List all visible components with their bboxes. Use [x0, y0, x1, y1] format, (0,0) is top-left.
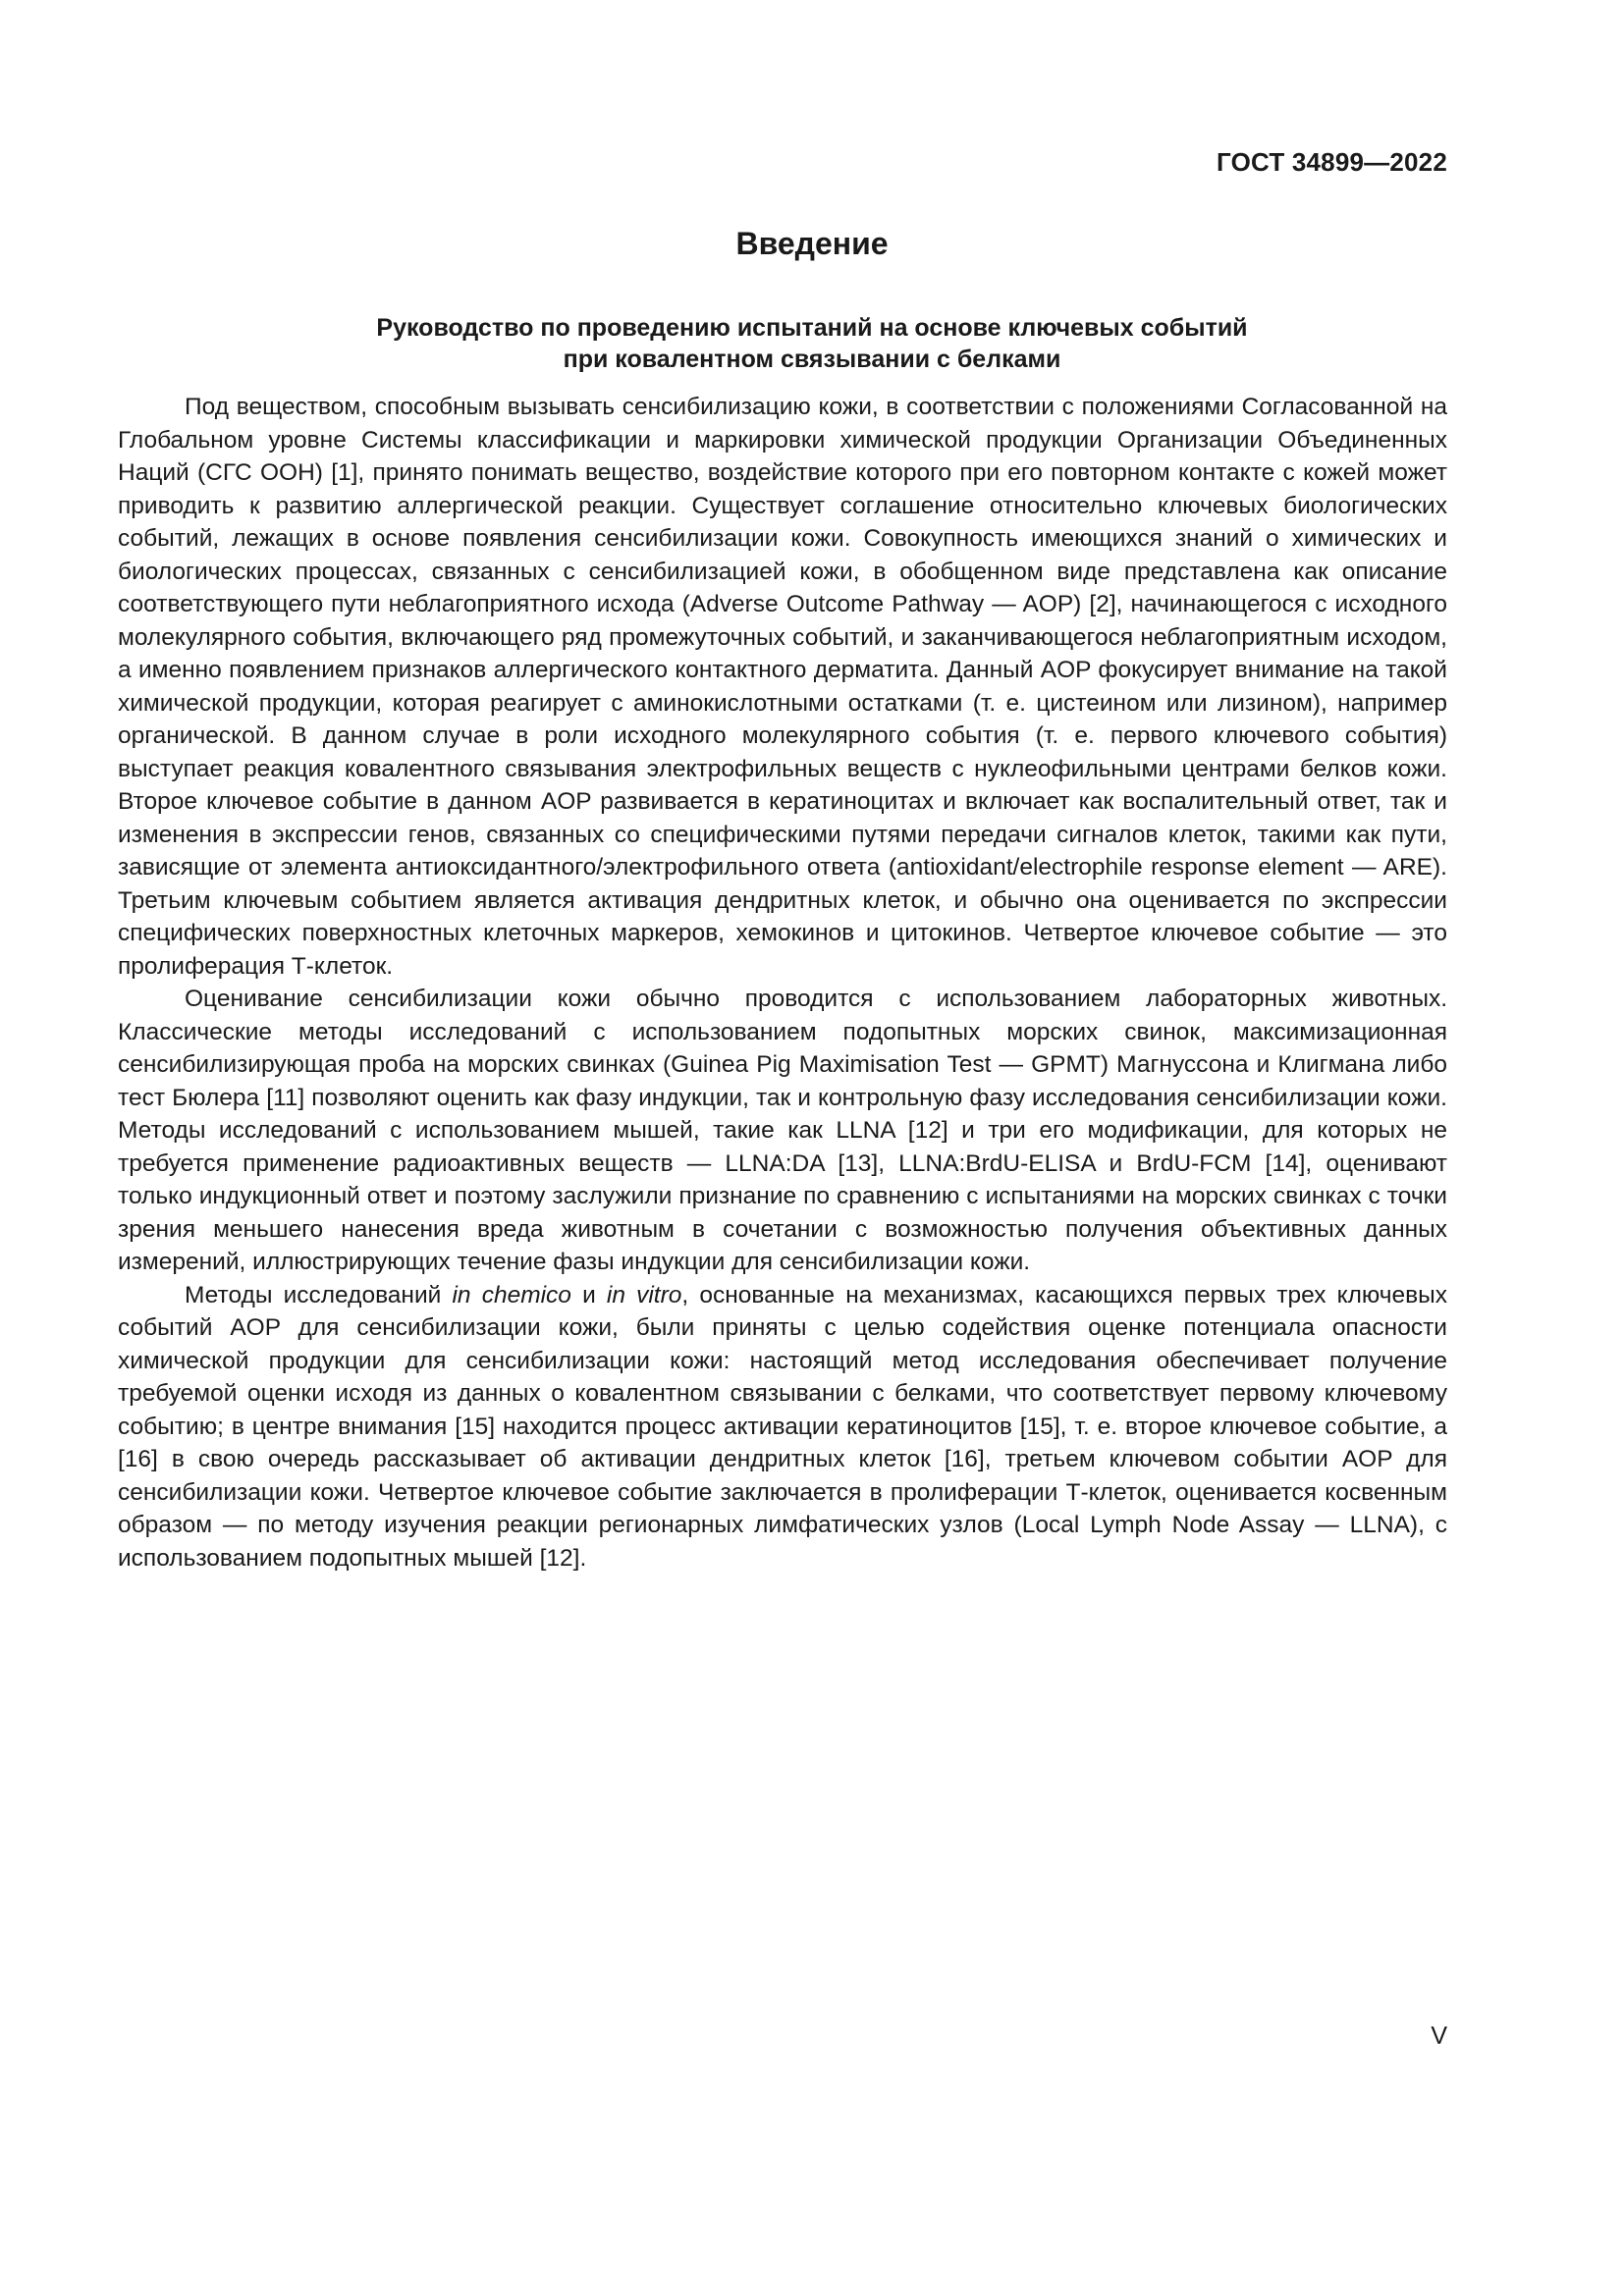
- subtitle-line-2: при ковалентном связывании с белками: [563, 346, 1061, 373]
- paragraph-3-mid: и: [570, 1281, 607, 1308]
- paragraph-3: [118, 1279, 1447, 1575]
- body-text: [118, 391, 1447, 1575]
- paragraph-2: Оценивание сенсибилизации кожи обычно проводится с использованием лабораторных животных. Классические методы исследований с использованием подопытных морских свинок, максимизационная сенсибилизирующая проба на морских свинках (Guinea Pig Maximisation Test — GPMT) Магнуссона и Клигмана либо тест Бюлера [11] позволяют оценить как фазу индукции, так и контрольную фазу исследования сенсибилизации кожи. Методы исследований с использованием мышей, такие как LLNA [12] и три его модификации, для которых не требуется применение радиоактивных веществ — LLNA:DA [13], LLNA:BrdU-ELISA и BrdU-FCM [14], оценивают только индукционный ответ и поэтому заслужили признание по сравнению с испытаниями на морских свинках с точки зрения меньшего нанесения вреда животным в сочетании с возможностью получения объективных данных измерений, иллюстрирующих течение фазы индукции для сенсибилизации кожи.: [118, 986, 1447, 1275]
- paragraph-1: Под веществом, способным вызывать сенсибилизацию кожи, в соответствии с положениями Согласованной на Глобальном уровне Системы классификации и маркировки химической продукции Организации Объединенных Наций (СГС ООН) [1], принято понимать вещество, воздействие которого при его повторном контакте с кожей может приводить к развитию аллергической реакции. Существует соглашение относительно ключевых биологических событий, лежащих в основе появления сенсибилизации кожи. Совокупность имеющихся знаний о химических и биологических процессах, связанных с сенсибилизацией кожи, в обобщенном виде представлена как описание соответствующего пути неблагоприятного исхода (Adverse Outcome Pathway — AOP) [2], начинающегося с исходного молекулярного события, включающего ряд промежуточных событий, и заканчивающегося неблагоприятным исходом, а именно появлением признаков аллергического контактного дерматита. Данный AOP фокусирует внимание на такой химической продукции, которая реагирует с аминокислотными остатками (т. е. цистеином или лизином), например органической. В данном случае в роли исходного молекулярного события (т. е. первого ключевого события) выступает реакция ковалентного связывания электрофильных веществ с нуклеофильными центрами белков кожи. Второе ключевое событие в данном AOP развивается в кератиноцитах и включает как воспалительный ответ, так и изменения в экспрессии генов, связанных со специфическими путями передачи сигналов клеток, такими как пути, зависящие от элемента антиоксидантного/электрофильного ответа (antioxidant/electrophile response element — ARE). Третьим ключевым событием является активация дендритных клеток, и обычно она оценивается по экспрессии специфических поверхностных клеточных маркеров, хемокинов и цитокинов. Четвертое ключевое событие — это пролиферация Т-клеток.: [118, 394, 1447, 980]
- paragraph-3-start: Методы исследований: [185, 1281, 453, 1308]
- page-number: V: [1431, 2022, 1447, 2050]
- subtitle-line-1: Руководство по проведению испытаний на основе ключевых событий: [376, 314, 1248, 342]
- paragraph-3-end: , основанные на механизмах, касающихся первых трех ключевых событий AOP для сенсибилизации кожи, были приняты с целью содействия оценке потенциала опасности химической продукции для сенсибилизации кожи: настоящий метод исследования обеспечивает получение требуемой оценки исходя из данных о ковалентном связывании с белками, что соответствует первому ключевому событию; в центре внимания [15] находится процесс активации кератиноцитов [15], т. е. второе ключевое событие, а [16] в свою очередь рассказывает об активации дендритных клеток [16], третьем ключевом событии AOP для сенсибилизации кожи. Четвертое ключевое событие заключается в пролиферации Т-клеток, оценивается косвенным образом — по методу изучения реакции регионарных лимфатических узлов (Local Lymph Node Assay — LLNA), с использованием подопытных мышей [12].: [118, 1281, 1447, 1572]
- term-in-vitro: in vitro: [606, 1281, 682, 1308]
- document-code: ГОСТ 34899—2022: [1217, 147, 1447, 177]
- section-subtitle: [118, 312, 1506, 375]
- term-in-chemico: in chemico: [452, 1281, 571, 1308]
- page-title: Введение: [735, 226, 889, 261]
